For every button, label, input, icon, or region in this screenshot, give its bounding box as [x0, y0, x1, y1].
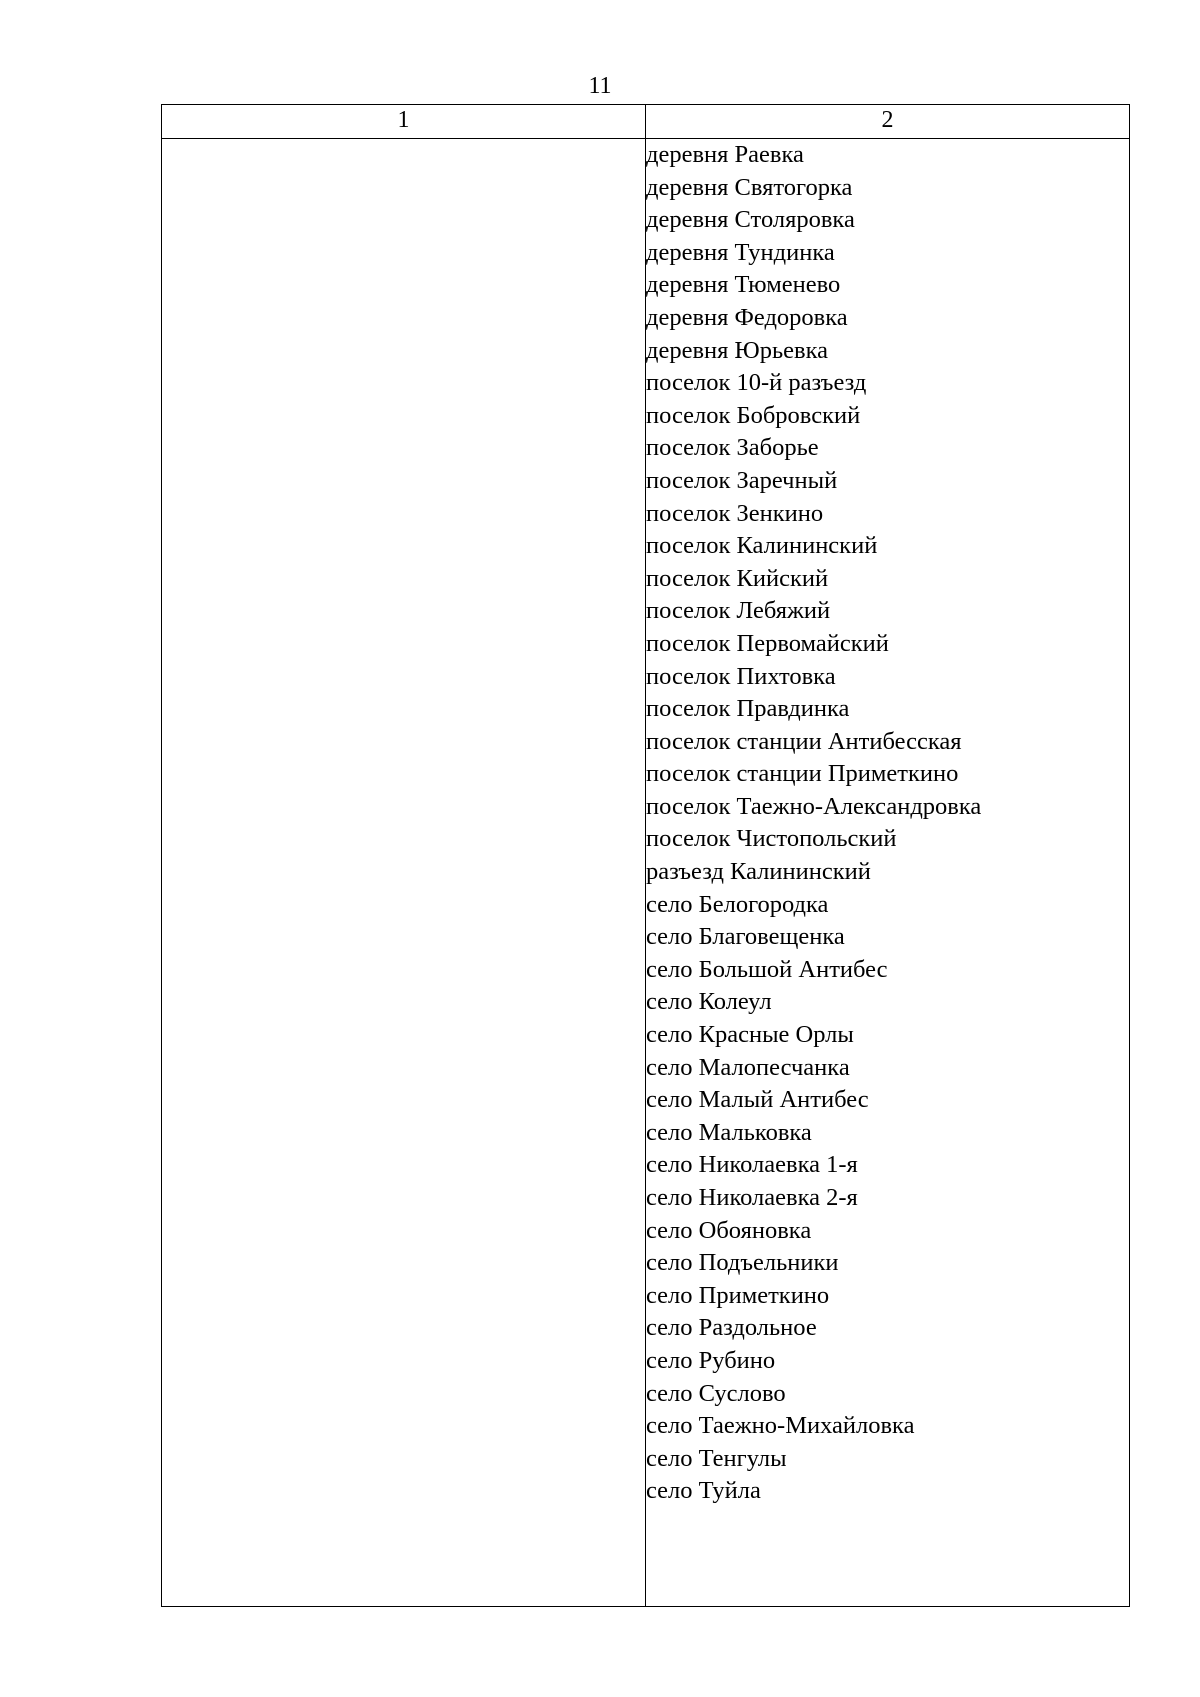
settlement-item: поселок Кийский [646, 564, 829, 592]
settlement-item: деревня Раевка [646, 141, 804, 168]
table-body-row [162, 139, 1130, 1607]
settlement-item: село Мальковка [646, 1118, 812, 1146]
settlement-item: поселок Калининский [646, 532, 878, 560]
settlement-item: поселок Зенкино [646, 499, 824, 527]
settlement-item: село Колеул [646, 988, 772, 1016]
settlement-item: деревня Святогорка [646, 173, 853, 201]
settlement-item: поселок Правдинка [646, 695, 850, 723]
settlement-item: деревня Столяровка [646, 206, 855, 234]
table-header-row [162, 105, 1130, 139]
settlement-item: деревня Федоровка [646, 303, 848, 331]
column-header-1: 1 [162, 105, 646, 139]
settlement-item: село Тенгулы [646, 1444, 787, 1472]
settlement-item: деревня Тундинка [646, 238, 835, 266]
settlement-item: село Подъельники [646, 1249, 839, 1277]
settlement-item: поселок станции Антибесская [646, 727, 962, 755]
settlement-item: село Благовещенка [646, 923, 845, 951]
settlement-item: поселок Заречный [646, 466, 838, 494]
settlement-item: село Туйла [646, 1477, 761, 1505]
column-1-cell [162, 139, 646, 1607]
settlement-item: село Николаевка 1-я [646, 1151, 858, 1179]
settlement-item: поселок станции Приметкино [646, 760, 959, 788]
settlement-item: поселок 10-й разъезд [646, 369, 867, 397]
settlement-item: поселок Чистопольский [646, 825, 897, 853]
settlement-list [646, 139, 1129, 1508]
settlement-item: село Раздольное [646, 1314, 817, 1342]
settlement-item: разъезд Калининский [646, 858, 871, 886]
settlement-item: село Приметкино [646, 1281, 830, 1309]
settlement-item: поселок Первомайский [646, 629, 889, 657]
settlement-item: село Суслово [646, 1379, 786, 1407]
settlement-item: деревня Тюменево [646, 271, 841, 299]
settlement-item: село Малый Антибес [646, 1086, 869, 1114]
settlement-item: поселок Лебяжий [646, 597, 831, 625]
settlement-item: село Обояновка [646, 1216, 812, 1244]
settlements-table [161, 104, 1130, 1607]
settlement-item: поселок Пихтовка [646, 662, 836, 690]
settlement-item: деревня Юрьевка [646, 336, 828, 364]
page-number: 11 [588, 73, 612, 99]
settlement-item: село Красные Орлы [646, 1021, 854, 1049]
settlement-item: село Малопесчанка [646, 1053, 850, 1081]
settlement-item: село Рубино [646, 1346, 776, 1374]
settlement-item: село Большой Антибес [646, 955, 888, 983]
settlement-item: село Белогородка [646, 890, 829, 918]
settlement-item: поселок Заборье [646, 434, 819, 462]
settlement-item: поселок Бобровский [646, 401, 861, 429]
settlement-item: село Таежно-Михайловка [646, 1412, 915, 1440]
settlement-item: село Николаевка 2-я [646, 1184, 858, 1211]
column-2-cell [646, 139, 1130, 1607]
settlement-item: поселок Таежно-Александровка [646, 792, 982, 820]
column-header-2: 2 [646, 105, 1130, 139]
